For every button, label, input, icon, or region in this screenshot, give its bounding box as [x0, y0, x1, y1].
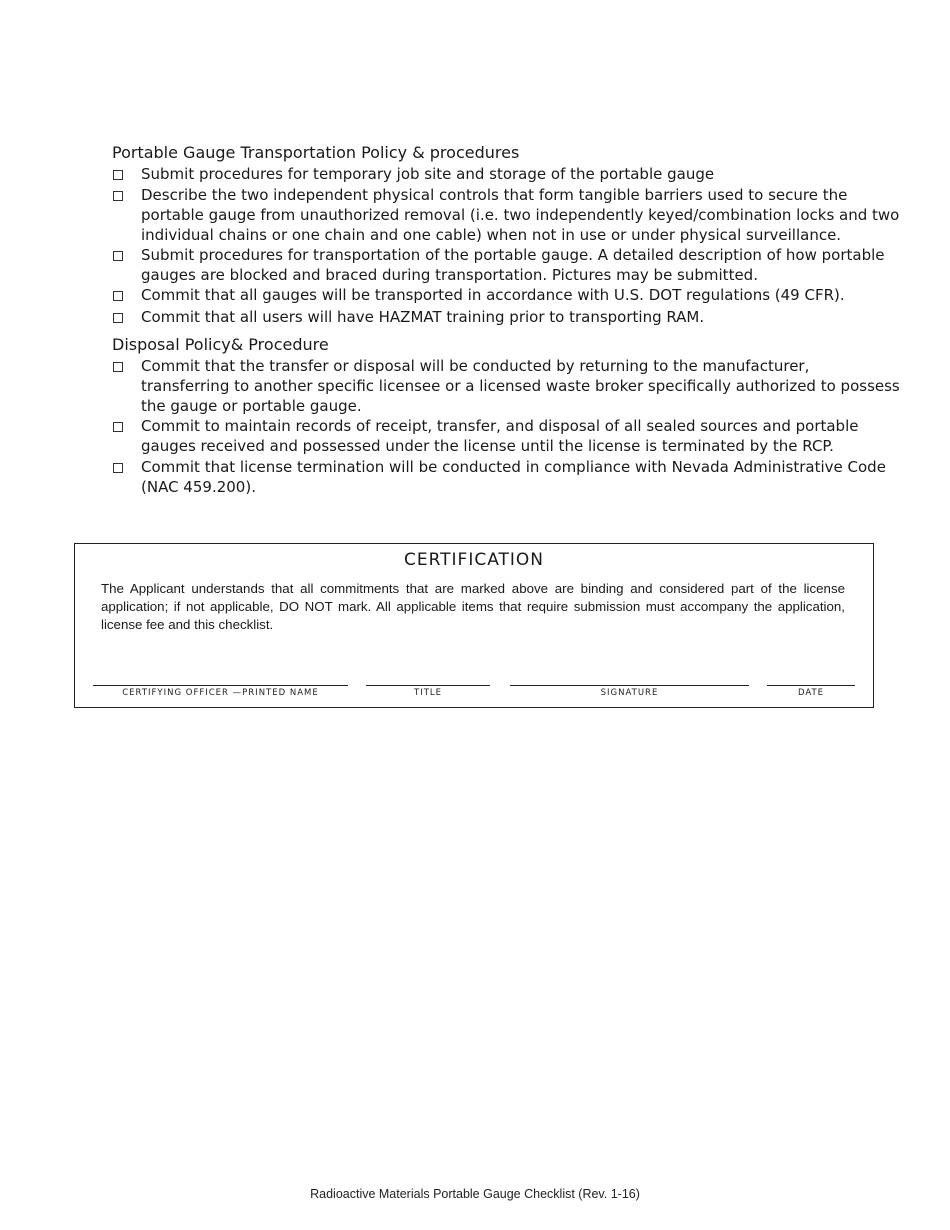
checkbox[interactable] [113, 362, 123, 372]
title-label: TITLE [414, 688, 442, 698]
checkbox[interactable] [113, 170, 123, 180]
transportation-heading: Portable Gauge Transportation Policy & procedures [112, 143, 520, 162]
checkbox[interactable] [113, 313, 123, 323]
checklist-item [112, 185, 902, 245]
checklist-item-text: Describe the two independent physical controls that form tangible barriers used to secure the portable gauge from unauthorized removal (i.e. two independently keyed/combination locks and two individual chains or one chain and one cable) when not in use or under physical surveillance. [141, 186, 900, 244]
checkbox[interactable] [113, 191, 123, 201]
checkbox[interactable] [113, 463, 123, 473]
checklist-item [112, 285, 902, 305]
checklist-item-text: Submit procedures for transportation of the portable gauge. A detailed description of how portable gauges are blocked and braced during transportation. Pictures may be submitted. [141, 246, 885, 284]
checklist-item-text: Commit to maintain records of receipt, transfer, and disposal of all sealed sources and portable gauges received and possessed under the license until the license is terminated by the RCP. [141, 417, 859, 455]
certification-title: CERTIFICATION [403, 550, 545, 570]
checklist-item-text: Commit that all gauges will be transported in accordance with U.S. DOT regulations (49 CFR). [141, 286, 845, 304]
checklist-item [112, 307, 902, 327]
checklist-item [112, 164, 902, 184]
signature-line[interactable] [510, 685, 749, 686]
checklist-item-text: Commit that the transfer or disposal will be conducted by returning to the manufacturer, transferring to another specific licensee or a licensed waste broker specifically authorized to possess the gauge or portable gauge. [141, 357, 900, 415]
printed-name-line[interactable] [93, 685, 348, 686]
checklist-item-text: Commit that all users will have HAZMAT training prior to transporting RAM. [141, 308, 705, 326]
checkbox[interactable] [113, 251, 123, 261]
certification-box [74, 543, 874, 708]
title-line[interactable] [366, 685, 490, 686]
checklist-item-text: Commit that license termination will be conducted in compliance with Nevada Administrative Code (NAC 459.200). [141, 458, 886, 496]
page-footer: Radioactive Materials Portable Gauge Checklist (Rev. 1-16) [310, 1187, 640, 1201]
checklist-item [112, 245, 902, 285]
printed-name-label: CERTIFYING OFFICER —PRINTED NAME [122, 688, 319, 698]
certification-text: The Applicant understands that all commitments that are marked above are binding and considered part of the license application; if not applicable, DO NOT mark. All applicable items that require submission must accompany the application, license fee and this checklist. [101, 581, 845, 632]
date-label: DATE [797, 688, 825, 698]
checklist-item [112, 416, 902, 456]
disposal-heading: Disposal Policy& Procedure [112, 335, 329, 354]
checklist-item [112, 457, 902, 497]
signature-label: SIGNATURE [600, 688, 659, 698]
checkbox[interactable] [113, 422, 123, 432]
date-line[interactable] [767, 685, 855, 686]
checkbox[interactable] [113, 291, 123, 301]
checklist-item-text: Submit procedures for temporary job site and storage of the portable gauge [141, 165, 715, 183]
checklist-item [112, 356, 902, 416]
